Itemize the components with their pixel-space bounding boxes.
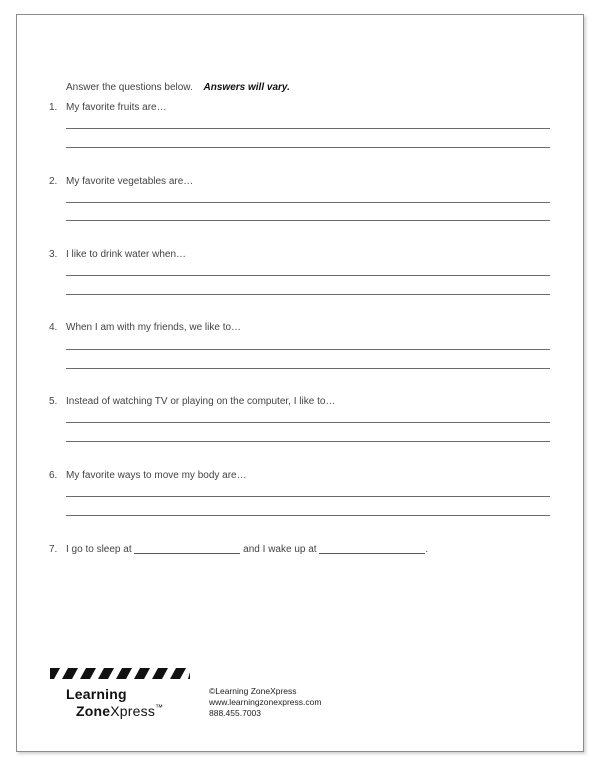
instructions xyxy=(66,82,290,93)
question-text: My favorite fruits are… xyxy=(66,102,167,113)
question-text-part3: . xyxy=(425,544,429,555)
answer-line[interactable] xyxy=(66,368,550,369)
question-text: My favorite vegetables are… xyxy=(66,176,194,187)
question-number: 7. xyxy=(49,544,58,555)
answer-line[interactable] xyxy=(66,128,550,129)
question-1 xyxy=(49,102,167,113)
answer-line[interactable] xyxy=(66,294,550,295)
question-5 xyxy=(49,396,335,407)
answer-line[interactable] xyxy=(66,147,550,148)
question-6 xyxy=(49,470,247,481)
question-text: My favorite ways to move my body are… xyxy=(66,470,247,481)
logo-text-line1: Learning xyxy=(66,686,127,702)
worksheet-page xyxy=(16,14,584,752)
answer-line[interactable] xyxy=(66,275,550,276)
sleep-time-blank[interactable] xyxy=(134,543,240,554)
answer-line[interactable] xyxy=(66,349,550,350)
logo-xpress: Xpress xyxy=(110,703,156,719)
question-4 xyxy=(49,322,241,333)
question-number: 5. xyxy=(49,396,58,407)
question-number: 2. xyxy=(49,176,58,187)
answer-line[interactable] xyxy=(66,422,550,423)
question-2 xyxy=(49,176,193,187)
logo-stripe-bar-icon xyxy=(50,668,190,679)
logo-zone: Zone xyxy=(76,703,111,719)
question-text-part2: and I wake up at xyxy=(243,544,317,555)
question-text: Instead of watching TV or playing on the computer, I like to… xyxy=(66,396,336,407)
question-number: 4. xyxy=(49,322,58,333)
instructions-note: Answers will vary. xyxy=(203,82,290,93)
phone-number: 888.455.7003 xyxy=(209,708,261,718)
question-3 xyxy=(49,249,186,260)
wake-time-blank[interactable] xyxy=(319,543,425,554)
question-number: 1. xyxy=(49,102,58,113)
question-number: 6. xyxy=(49,470,58,481)
answer-line[interactable] xyxy=(66,515,550,516)
answer-line[interactable] xyxy=(66,220,550,221)
answer-line[interactable] xyxy=(66,496,550,497)
contact-info xyxy=(209,686,321,719)
question-text: When I am with my friends, we like to… xyxy=(66,322,242,333)
logo-trademark: ™ xyxy=(155,703,164,712)
question-text: I like to drink water when… xyxy=(66,249,187,260)
answer-line[interactable] xyxy=(66,441,550,442)
website-link[interactable]: www.learningzonexpress.com xyxy=(209,697,322,707)
question-number: 3. xyxy=(49,249,58,260)
instructions-text: Answer the questions below. xyxy=(66,82,193,93)
question-7 xyxy=(49,543,428,555)
question-text-part1: I go to sleep at xyxy=(66,544,132,555)
copyright-text: ©Learning ZoneXpress xyxy=(209,686,297,696)
answer-line[interactable] xyxy=(66,202,550,203)
logo-text-line2 xyxy=(76,703,163,719)
